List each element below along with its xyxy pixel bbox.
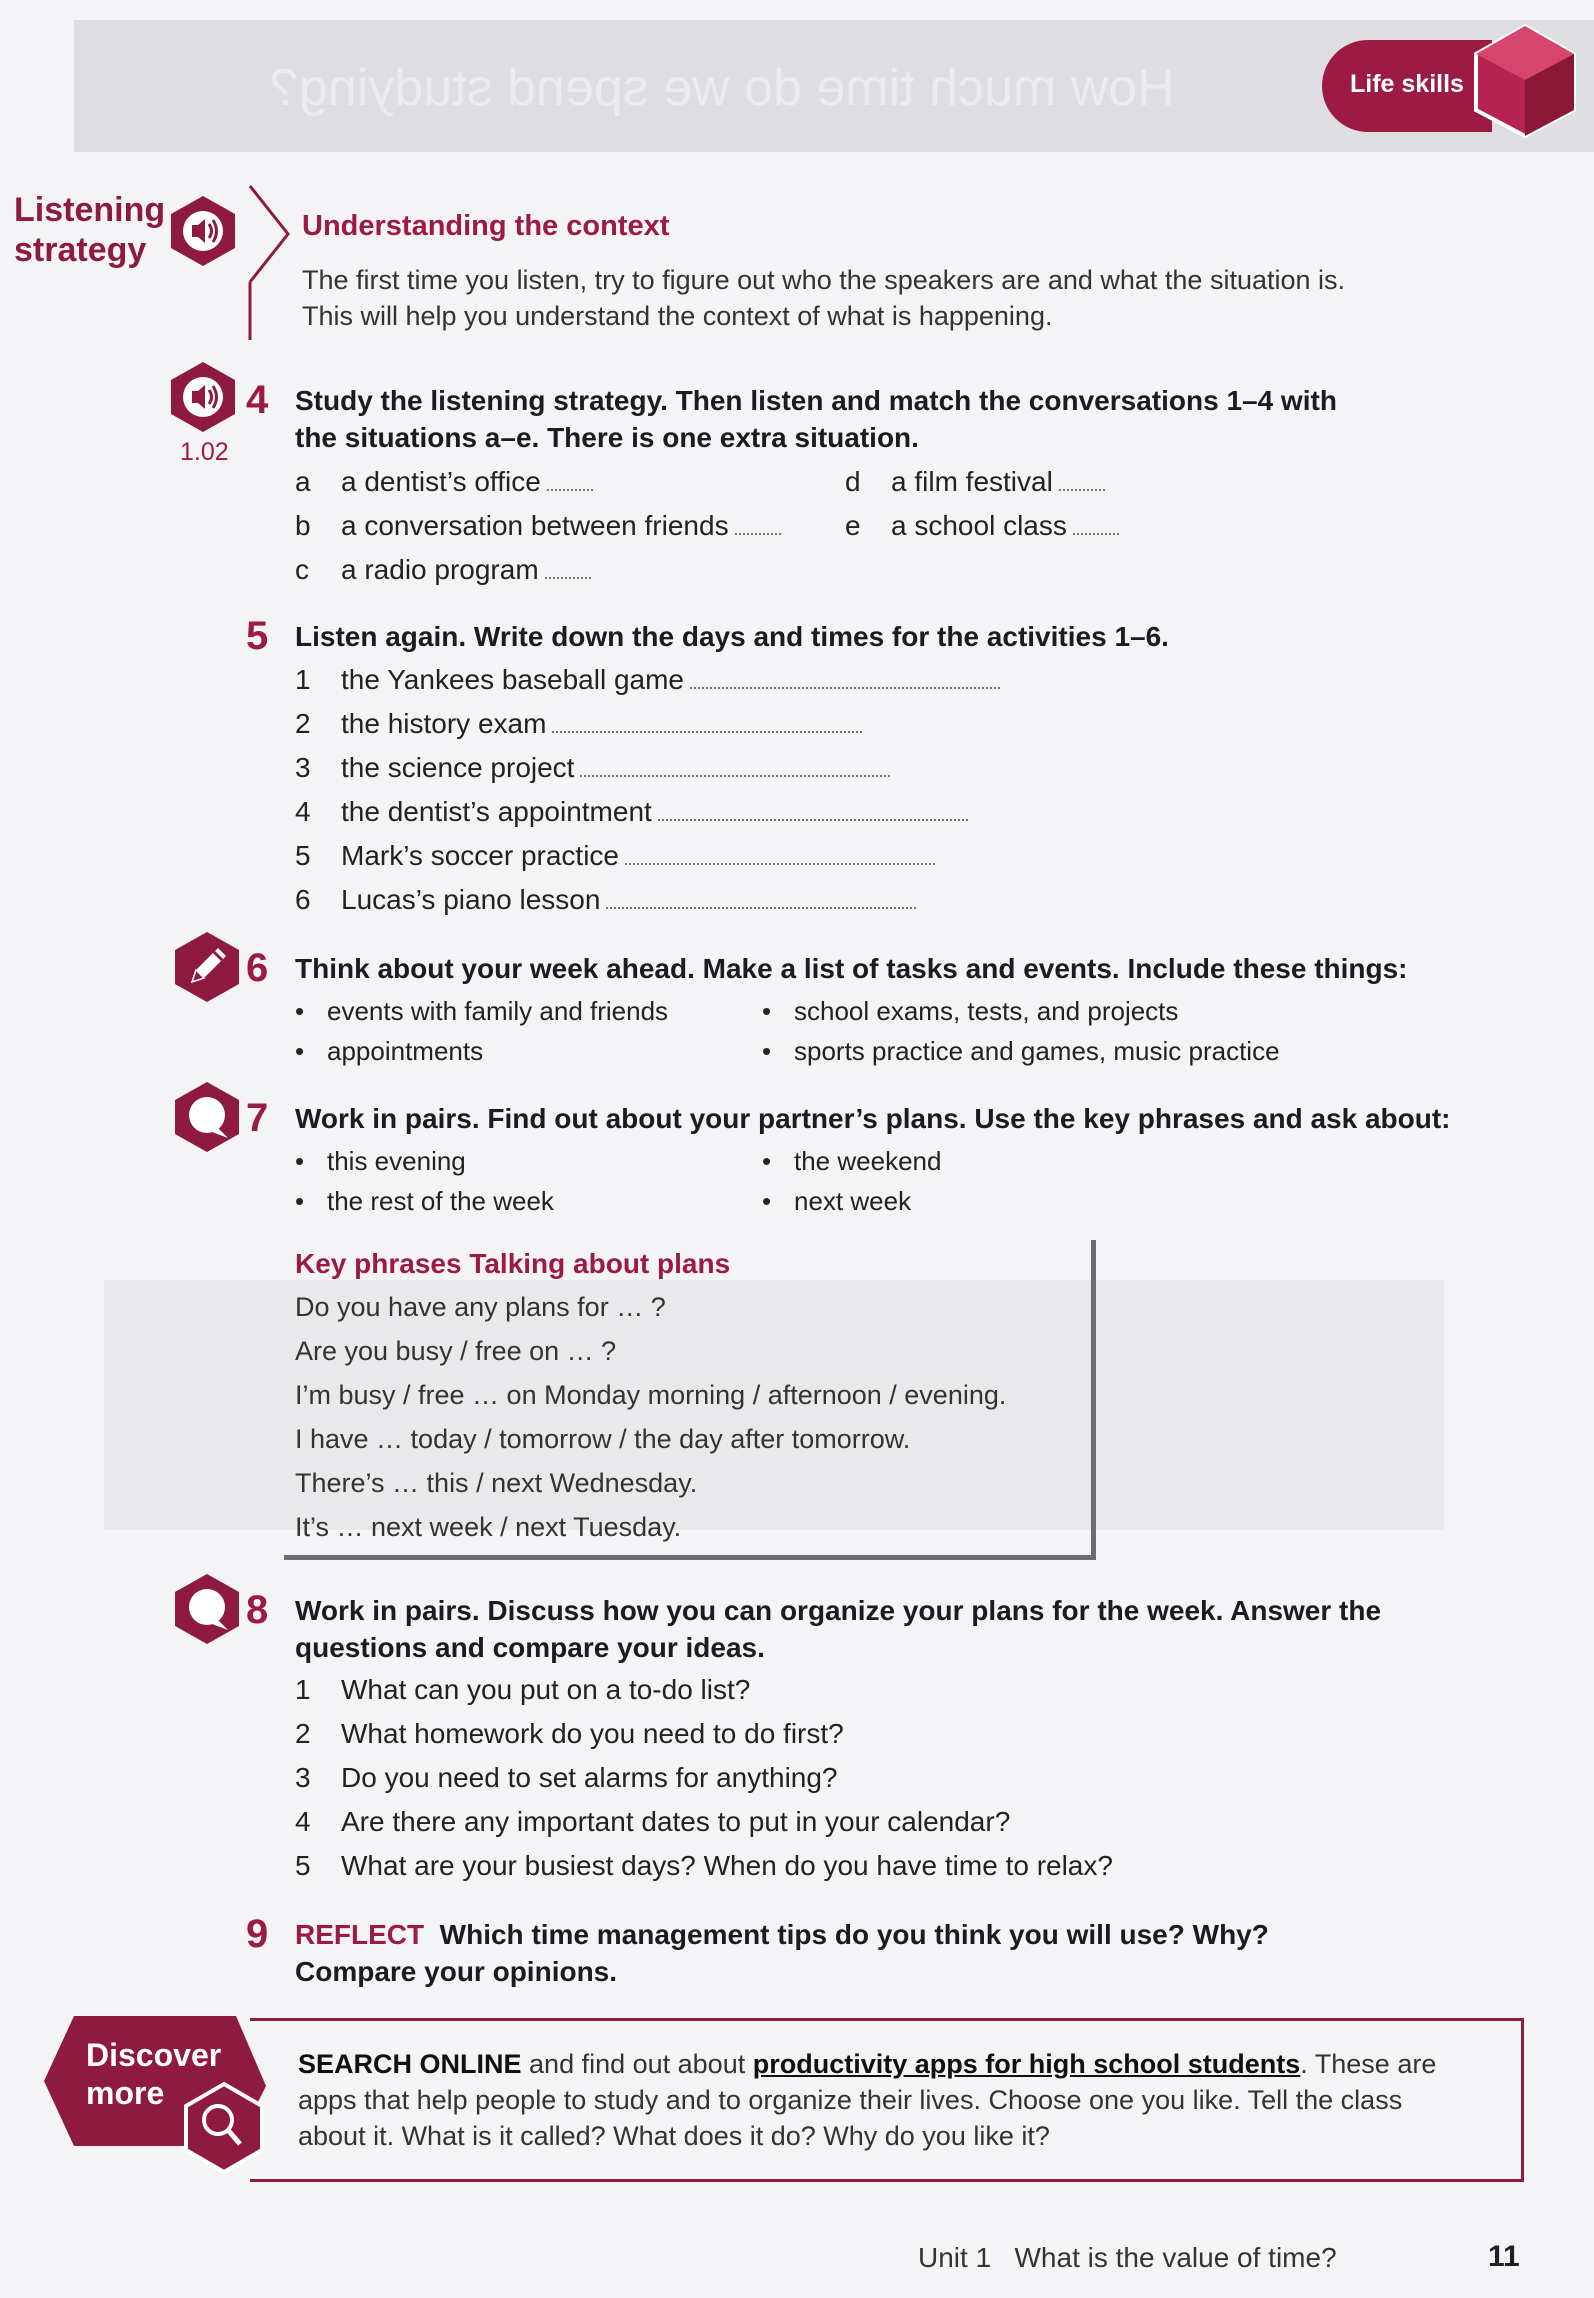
exercise-9-instructions: REFLECT Which time management tips do you think you will use? Why? Compare your opinions. — [295, 1919, 1269, 1987]
page-number: 11 — [1488, 2240, 1520, 2273]
exercise-5-number: 5 — [246, 614, 269, 658]
exercise-7-number: 7 — [246, 1096, 269, 1140]
life-skills-tab — [1322, 40, 1492, 132]
ex4-item-d: d a film festival — [845, 466, 1105, 498]
pencil-icon — [172, 930, 242, 1004]
ex6-bullet: • appointments — [295, 1036, 483, 1067]
ex8-item-5: 5 What are your busiest days? When do you have time to relax? — [295, 1850, 1113, 1881]
key-phrase-line: It’s … next week / next Tuesday. — [295, 1512, 682, 1542]
ex7-bullet: • this evening — [295, 1146, 466, 1177]
footer-unit: Unit 1 What is the value of time? — [918, 2242, 1337, 2273]
strategy-bracket — [244, 184, 294, 344]
ex8-item-4: 4 Are there any important dates to put in your calendar? — [295, 1806, 1011, 1837]
speech-bubble-icon — [172, 1572, 242, 1646]
ex5-item-3: 3 the science project — [295, 752, 890, 784]
speech-bubble-icon — [172, 1080, 242, 1154]
exercise-8-number: 8 — [246, 1588, 269, 1632]
ex4-item-e: e a school class — [845, 510, 1119, 542]
ex7-bullet: • next week — [762, 1186, 911, 1217]
ex8-item-3: 3 Do you need to set alarms for anything? — [295, 1762, 838, 1793]
key-phrase-line: Do you have any plans for … ? — [295, 1292, 666, 1322]
key-phrase-line: There’s … this / next Wednesday. — [295, 1468, 698, 1498]
ex8-item-1: 1 What can you put on a to-do list? — [295, 1674, 751, 1705]
exercise-6-instructions: Think about your week ahead. Make a list of tasks and events. Include these things: — [295, 953, 1408, 984]
ex5-item-6: 6 Lucas’s piano lesson — [295, 884, 916, 916]
ex6-bullet: • school exams, tests, and projects — [762, 996, 1178, 1027]
exercise-7-instructions: Work in pairs. Find out about your partner’s plans. Use the key phrases and ask about: — [295, 1103, 1451, 1134]
ex4-item-a: a a dentist’s office — [295, 466, 593, 498]
header-mirrored-title: How much time do we spend studying? — [270, 59, 1175, 117]
listening-strategy-label: Listening strategy — [14, 191, 166, 269]
exercise-9-number: 9 — [246, 1912, 269, 1956]
speaker-icon — [168, 194, 238, 268]
productivity-apps-link[interactable]: productivity apps for high school students — [752, 2049, 1301, 2079]
life-skills-label: Life skills — [1350, 70, 1464, 98]
key-phrase-line: I’m busy / free … on Monday morning / afternoon / evening. — [295, 1380, 1007, 1410]
ex5-item-1: 1 the Yankees baseball game — [295, 664, 1000, 696]
ex7-bullet: • the rest of the week — [295, 1186, 554, 1217]
ex4-item-c: c a radio program — [295, 554, 591, 586]
exercise-4-number: 4 — [246, 378, 269, 422]
ex5-item-5: 5 Mark’s soccer practice — [295, 840, 935, 872]
discover-more-text: SEARCH ONLINE and find out about productivity apps for high school students. These are apps that help people to study and to organize their lives. Choose one you like. Tell the class about it. What is it called? What does it do? Why do you like it? — [298, 2049, 1437, 2151]
ex8-item-2: 2 What homework do you need to do first? — [295, 1718, 844, 1749]
audio-icon[interactable] — [168, 360, 238, 434]
strategy-text: The first time you listen, try to figure out who the speakers are and what the situation is. This will help you understand the context of what is happening. — [302, 265, 1346, 331]
ex6-bullet: • sports practice and games, music practice — [762, 1036, 1280, 1067]
strategy-heading: Understanding the context — [302, 210, 670, 242]
ex4-item-b: b a conversation between friends — [295, 510, 781, 542]
key-phrase-line: Are you busy / free on … ? — [295, 1336, 617, 1366]
hexagon-logo-icon — [1470, 22, 1580, 140]
exercise-5-instructions: Listen again. Write down the days and times for the activities 1–6. — [295, 621, 1169, 652]
exercise-8-instructions: Work in pairs. Discuss how you can organize your plans for the week. Answer the questions and compare your ideas. — [295, 1595, 1382, 1663]
reflect-label: REFLECT — [295, 1919, 425, 1950]
ex5-item-4: 4 the dentist’s appointment — [295, 796, 968, 828]
key-phrases-title: Key phrases Talking about plans — [295, 1248, 731, 1279]
exercise-4-instructions: Study the listening strategy. Then listen and match the conversations 1–4 with the situations a–e. There is one extra situation. — [295, 385, 1337, 453]
key-phrase-line: I have … today / tomorrow / the day after tomorrow. — [295, 1424, 911, 1454]
discover-more-label: Discover more — [86, 2037, 222, 2111]
exercise-6-number: 6 — [246, 946, 269, 990]
ex7-bullet: • the weekend — [762, 1146, 941, 1177]
audio-track-code: 1.02 — [180, 438, 229, 466]
ex6-bullet: • events with family and friends — [295, 996, 668, 1027]
ex5-item-2: 2 the history exam — [295, 708, 862, 740]
